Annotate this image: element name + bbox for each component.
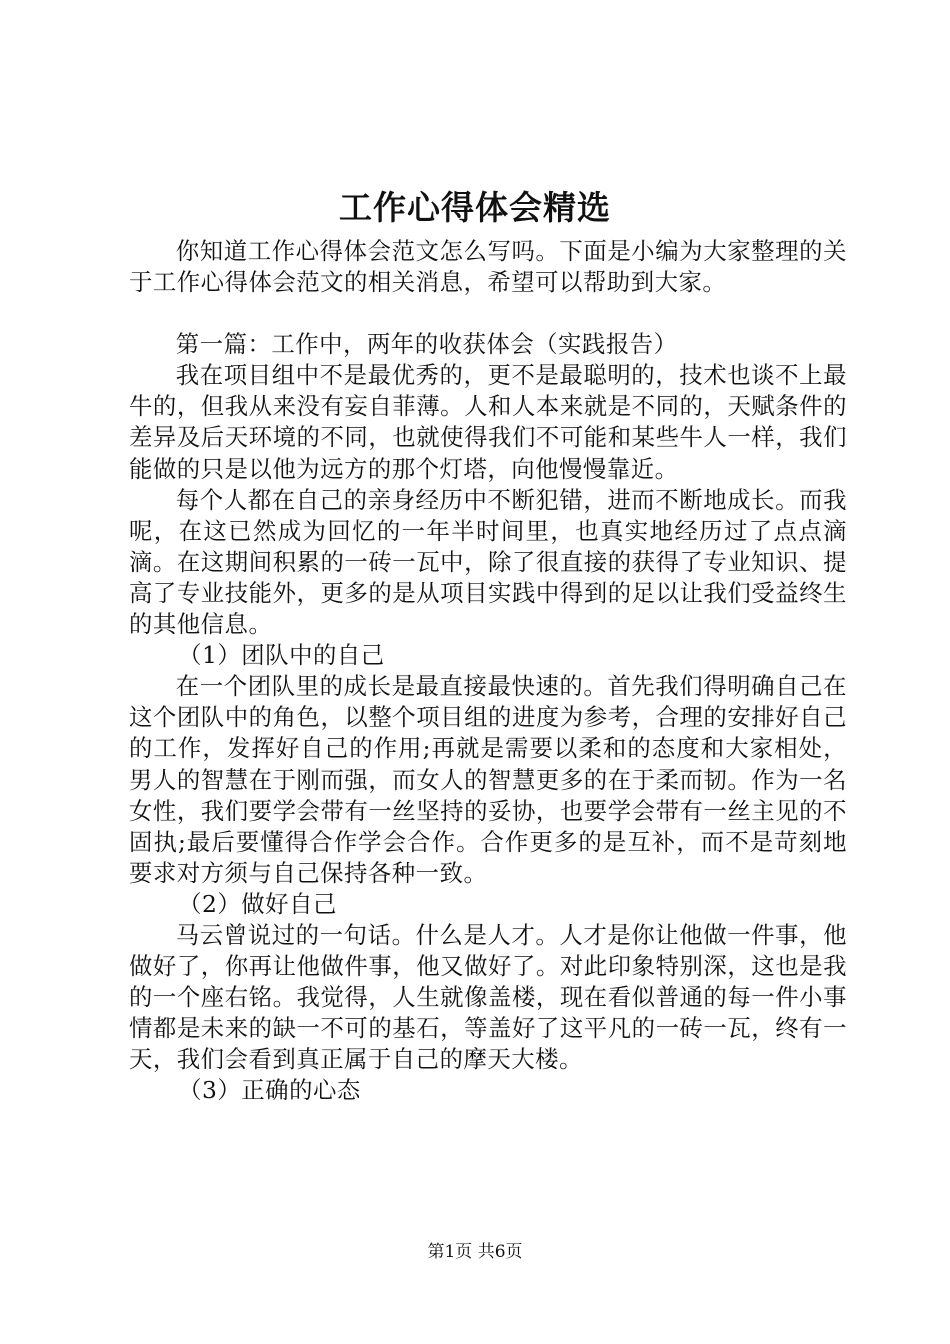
- document-body: [129, 236, 847, 1107]
- subsection-heading: （3）正确的心态: [178, 1076, 361, 1105]
- page-footer: 第1页 共6页: [427, 1242, 523, 1262]
- subsection-heading: （2）做好自己: [178, 889, 337, 918]
- subsection-heading: （1）团队中的自己: [178, 641, 385, 670]
- intro-paragraph: 你知道工作心得体会范文怎么写吗。下面是小编为大家整理的关于工作心得体会范文的相关消息，希望可以帮助到大家。: [129, 237, 847, 297]
- body-paragraph: 每个人都在自己的亲身经历中不断犯错，进而不断地成长。而我呢，在这已然成为回忆的一年半时间里，也真实地经历过了点点滴滴。在这期间积累的一砖一瓦中，除了很直接的获得了专业知识、提高了专业技能外，更多的是从项目实践中得到的足以让我们受益终生的其他信息。: [129, 485, 847, 639]
- body-paragraph: 马云曾说过的一句话。什么是人才。人才是你让他做一件事，他做好了，你再让他做件事，他又做好了。对此印象特别深，这也是我的一个座右铭。我觉得，人生就像盖楼，现在看似普通的每一件小事情都是未来的缺一不可的基石，等盖好了这平凡的一砖一瓦，终有一天，我们会看到真正属于自己的摩天大楼。: [129, 920, 847, 1074]
- body-paragraph: 在一个团队里的成长是最直接最快速的。首先我们得明确自己在这个团队中的角色，以整个项目组的进度为参考，合理的安排好自己的工作，发挥好自己的作用;再就是需要以柔和的态度和大家相处，男人的智慧在于刚而强，而女人的智慧更多的在于柔而韧。作为一名女性，我们要学会带有一丝坚持的妥协，也要学会带有一丝主见的不固执;最后要懂得合作学会合作。合作更多的是互补，而不是苛刻地要求对方须与自己保持各种一致。: [129, 672, 847, 887]
- section-heading: 第一篇：工作中，两年的收获体会（实践报告）: [175, 330, 678, 359]
- document-title: 工作心得体会精选: [339, 188, 611, 227]
- body-paragraph: 我在项目组中不是最优秀的，更不是最聪明的，技术也谈不上最牛的，但我从来没有妄自菲薄。人和人本来就是不同的，天赋条件的差异及后天环境的不同，也就使得我们不可能和某些牛人一样，我们能做的只是以他为远方的那个灯塔，向他慢慢靠近。: [129, 361, 847, 483]
